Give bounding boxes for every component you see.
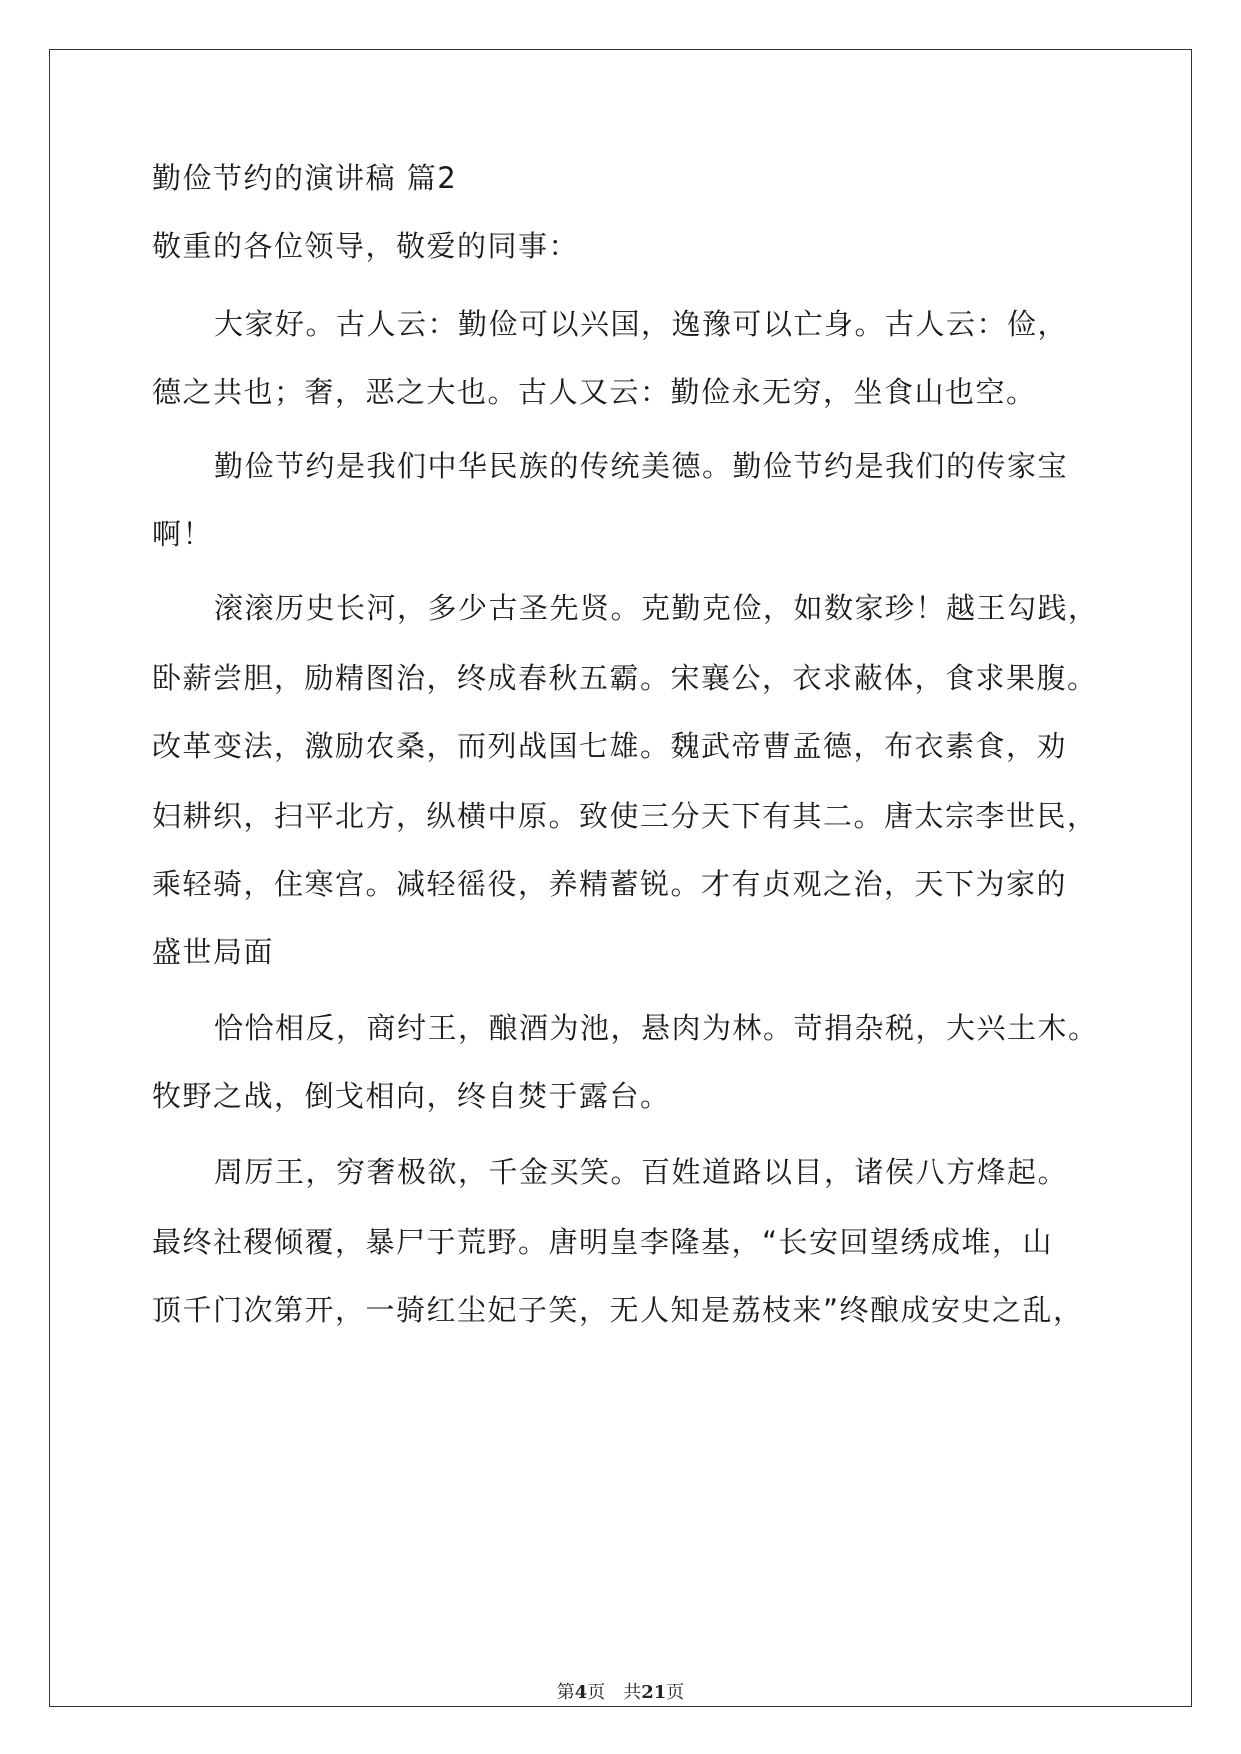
document-title: 勤俭节约的演讲稿 篇2 (152, 161, 458, 195)
paragraph-line: 改革变法，激励农桑，而列战国七雄。魏武帝曹孟德，布衣素食，劝 (152, 729, 1068, 763)
paragraph-line: 卧薪尝胆，励精图治，终成春秋五霸。宋襄公，衣求蔽体，食求果腹。 (152, 661, 1098, 695)
page-prefix: 第 (556, 1682, 575, 1703)
paragraph-line: 勤俭节约是我们中华民族的传统美德。勤俭节约是我们的传家宝 (214, 449, 1069, 483)
page-suffix: 页 (587, 1682, 606, 1703)
paragraph-line: 顶千门次第开，一骑红尘妃子笑，无人知是荔枝来”终酿成安史之乱， (152, 1293, 1084, 1327)
page-current-number: 4 (574, 1682, 588, 1703)
paragraph-line: 妇耕织，扫平北方，纵横中原。致使三分天下有其二。唐太宗李世民， (152, 799, 1098, 833)
paragraph-line: 德之共也；奢，恶之大也。古人又云：勤俭永无穷，坐食山也空。 (152, 375, 1037, 409)
paragraph-line: 恰恰相反，商纣王，酿酒为池，悬肉为林。苛捐杂税，大兴土木。 (214, 1011, 1099, 1045)
paragraph-line: 滚滚历史长河，多少古圣先贤。克勤克俭，如数家珍！越王勾践， (214, 591, 1099, 625)
paragraph-line: 啊！ (152, 517, 214, 551)
paragraph-line: 周厉王，穷奢极欲，千金买笑。百姓道路以目，诸侯八方烽起。 (214, 1155, 1069, 1189)
total-suffix: 页 (666, 1682, 685, 1703)
page-footer (0, 1678, 1241, 1704)
salutation-line: 敬重的各位领导，敬爱的同事： (152, 229, 580, 263)
total-prefix: 共 (623, 1682, 642, 1703)
page-total-number: 21 (641, 1682, 667, 1703)
paragraph-line: 盛世局面 (152, 935, 275, 969)
paragraph-line: 乘轻骑，住寒宫。减轻徭役，养精蓄锐。才有贞观之治，天下为家的 (152, 867, 1068, 901)
paragraph-line: 最终社稷倾覆，暴尸于荒野。唐明皇李隆基，“长安回望绣成堆，山 (152, 1225, 1054, 1259)
paragraph-line: 大家好。古人云：勤俭可以兴国，逸豫可以亡身。古人云：俭， (214, 307, 1069, 341)
paragraph-line: 牧野之战，倒戈相向，终自焚于露台。 (152, 1079, 671, 1113)
